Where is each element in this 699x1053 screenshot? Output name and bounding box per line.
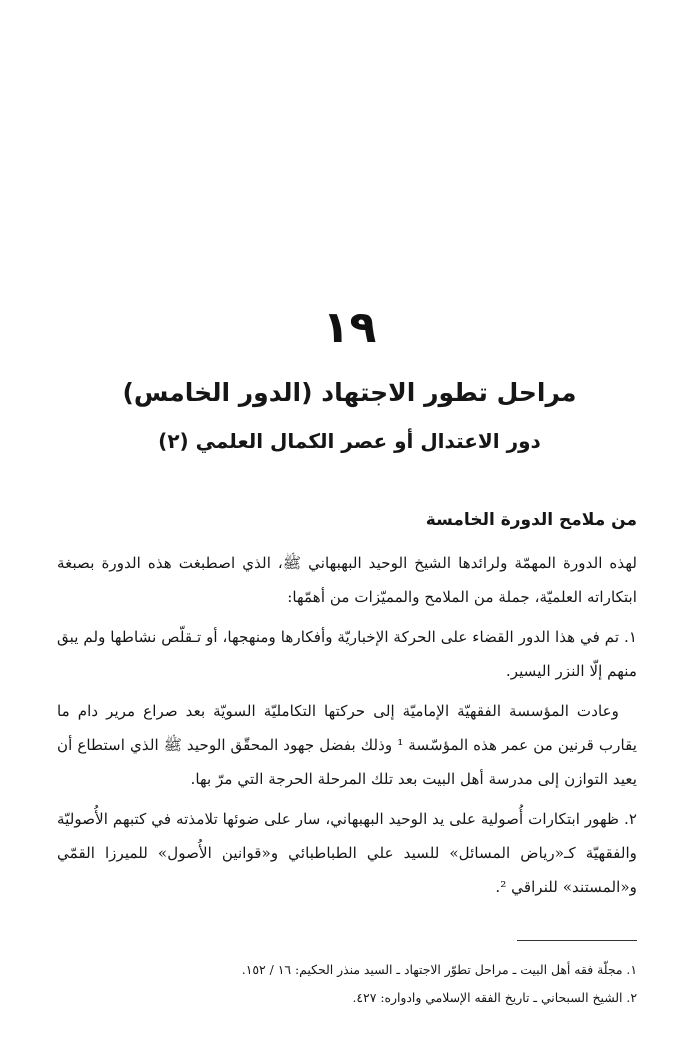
paragraph-intro: لهذه الدورة المهمّة ولرائدها الشيخ الوحيد البهبهاني ﷺ، الذي اصطبغت هذه الدورة بصبغة ابتكاراته العلميّة، جملة من الملامح والمميّزات من أهمّها: [57,554,637,606]
paragraph-point-2: ٢. ظهور ابتكارات أُصولية على يد الوحيد البهبهاني، سار على ضوئها تلامذته في كتبهم الأُصوليّة والفقهيّة كـ«رياض المسائل» للسيد علي الطباطبائي و«قوانين الأُصول» للميرزا القمّي و«المستند» للنراقي ². [57,810,637,896]
chapter-title: مراحل تطور الاجتهاد (الدور الخامس) [122,378,577,407]
paragraph-continuation: وعادت المؤسسة الفقهيّة الإماميّة إلى حركتها التكامليّة السويّة بعد صراع مرير دام ما يقارب قرنين من عمر هذه المؤسّسة ¹ وذلك بفضل جهود المحقّق الوحيد ﷺ الذي استطاع أن يعيد التوازن إلى مدرسة أهل البيت بعد تلك المرحلة الحرجة التي مرّ بها. [57,702,637,788]
footnotes [57,956,637,1012]
footnote-1: ١. مجلّة فقه أهل البيت ـ مراحل تطوّر الاجتهاد ـ السيد منذر الحكيم: ١٦ / ١٥٢. [241,962,637,977]
section-heading: من ملامح الدورة الخامسة [425,510,637,530]
body-text [57,546,637,904]
footnote-divider [517,940,637,941]
chapter-subtitle: دور الاعتدال أو عصر الكمال العلمي (٢) [158,429,541,453]
paragraph-point-1: ١. تم في هذا الدور القضاء على الحركة الإخباريّة وأفكارها ومنهجها، أو تـقلّص نشاطها ولم يبق منهم إلّا النزر اليسير. [57,628,637,680]
footnote-2: ٢. الشيخ السبحاني ـ تاريخ الفقه الإسلامي وادواره: ٤٢٧. [352,990,637,1005]
chapter-number: ١٩ [322,302,377,353]
